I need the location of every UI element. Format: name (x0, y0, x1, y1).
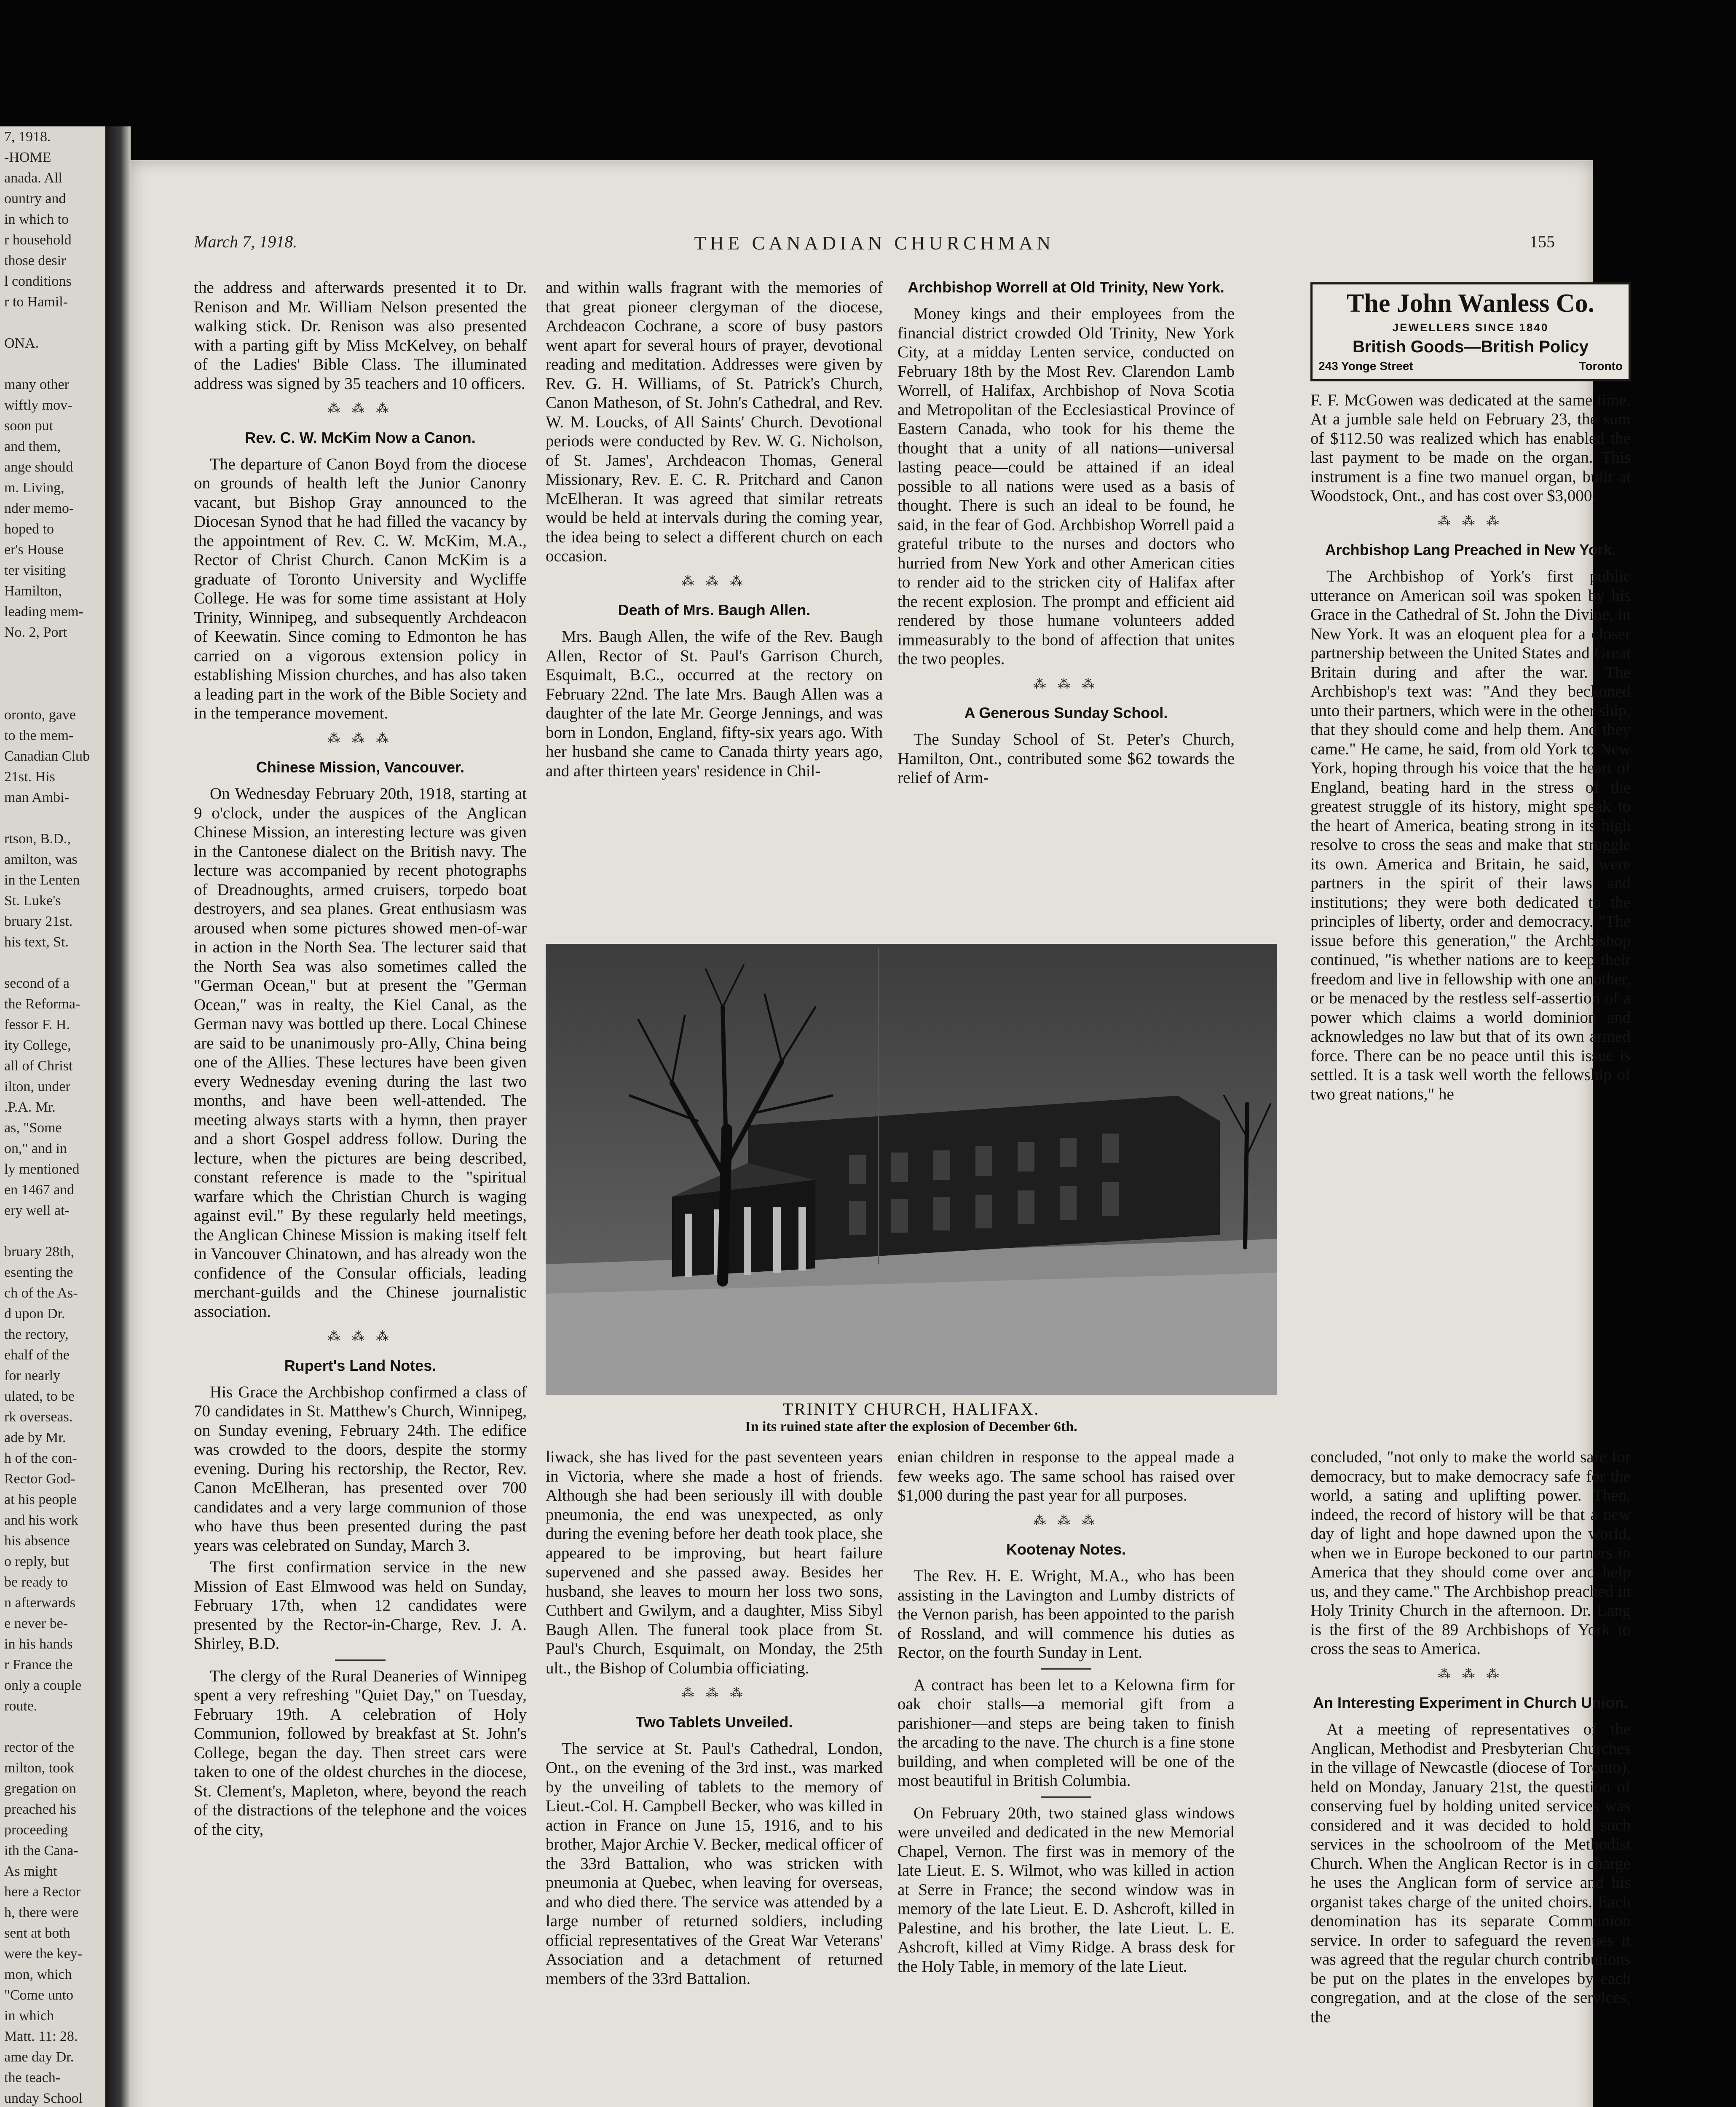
facing-page-line: 21st. His (4, 769, 55, 785)
facing-page-line: to the mem- (4, 728, 74, 743)
paragraph: On February 20th, two stained glass windows were unveiled and dedicated in the new Memorial Chapel, Vernon. The first was in memory of the late Lieut. E. S. Wilmot, who was killed in action at Serre in France; the second window was in memory of the late Lieut. E. D. Ashcroft, killed in Palestine, and his brother, the late Lieut. L. E. Ashcroft, killed at Vimy Ridge. A brass desk for the Holy Table, in memory of the late Lieut. (897, 1804, 1235, 1976)
section-ornament: ⁂ ⁂ ⁂ (327, 402, 393, 416)
facing-page-line: route. (4, 1698, 38, 1714)
facing-page-line: Hamilton, (4, 583, 62, 599)
column-3-top (897, 278, 1235, 790)
facing-page-line: wiftly mov- (4, 397, 72, 413)
church-photograph (546, 944, 1277, 1395)
facing-page-line: rk overseas. (4, 1409, 73, 1425)
facing-page-line: ange should (4, 459, 73, 475)
facing-page-line: h, there were (4, 1905, 79, 1920)
facing-page-line: rector of the (4, 1740, 75, 1755)
column-4-bottom (1310, 1448, 1631, 2029)
facing-page-line (0, 312, 105, 333)
heading-mckim: Rev. C. W. McKim Now a Canon. (245, 429, 476, 446)
paragraph: Mrs. Baugh Allen, the wife of the Rev. Baugh Allen, Rector of St. Paul's Garrison Church, Esquimalt, B.C., occurred at the rectory on February 22nd. The late Mrs. Baugh Allen was a daughter of the late Mr. George Jennings, and was born in London, England, fifty-six years ago. With her husband she came to Canada thirty years ago, and after thirteen years' residence in Chil- (546, 627, 883, 780)
facing-page-line: Rector God- (4, 1471, 76, 1487)
facing-page-line: in his hands (4, 1636, 73, 1652)
facing-page-line (0, 952, 105, 973)
facing-page-line: h of the con- (4, 1450, 77, 1466)
facing-page-line: r household (4, 232, 72, 248)
facing-page-line: his absence (4, 1533, 70, 1549)
facing-page-line: ith the Cana- (4, 1843, 78, 1858)
church-ruins-image (546, 944, 1277, 1395)
facing-page-line (0, 684, 105, 705)
facing-page-line: and his work (4, 1512, 78, 1528)
photo-caption (546, 1399, 1277, 1435)
paragraph: concluded, "not only to make the world safe for democracy, but to make democracy safe for the world, a sating and uplifting power. Then, indeed, the record of history will be that a new day of light and hope dawned upon the world, when we in Europe beckoned to our partners in America that they should come over and help us, and they came." The Archbishop preached in Holy Trinity Church in the afternoon. Dr. Lang is the first of the 89 Archbishops of York to cross the seas to America. (1310, 1448, 1631, 1658)
facing-page-line: the rectory, (4, 1327, 69, 1342)
facing-page-line: gregation on (4, 1781, 76, 1796)
facing-page-line: d upon Dr. (4, 1306, 65, 1322)
paragraph: liwack, she has lived for the past seventeen years in Victoria, where she made a host of friends. Although she had been seriously ill with double pneumonia, the end was unexpected, as only during the evening before her death took place, she appeared to be improving, but heart failure supervened and she passed away. Besides her husband, she leaves to mourn her loss two sons, Cuthbert and Gwilym, and a daughter, Miss Sibyl Baugh Allen. The funeral took place from St. Paul's Church, Esquimalt, on Monday, the 25th ult., the Bishop of Columbia officiating. (546, 1448, 883, 1677)
column-4-top (1310, 282, 1631, 1106)
facing-page-line: m. Living, (4, 480, 64, 496)
facing-page-line (0, 643, 105, 663)
facing-page-line: bruary 21st. (4, 914, 73, 929)
ad-address (1318, 357, 1623, 376)
heading-chinese-mission: Chinese Mission, Vancouver. (256, 759, 465, 776)
facing-page-line: the Reforma- (4, 996, 80, 1012)
column-2-top (546, 278, 883, 783)
paragraph: On Wednesday February 20th, 1918, starting at 9 o'clock, under the auspices of the Anglican Chinese Mission, an interesting lecture was given in the Cantonese dialect on the British navy. The lecture was accompanied by recent photographs of Dreadnoughts, armed cruisers, torpedo boat destroyers, and sea planes. Great enthusiasm was aroused when some pictures showed men-of-war in action in the North Sea. The lecturer said that the North Sea was also sometimes called the "German Ocean," but at present the "German Ocean," was in realty, the Kiel Canal, as the German navy was bottled up there. Local Chinese are said to be unanimously pro-Ally, China being one of the Allies. These lectures have been given every Wednesday evening during the last two months, and have been well-attended. The meeting always starts with a hymn, then prayer and a short Gospel address follow. During the lecture, when the pictures are being described, constant reference is made to the "spiritual warfare which the Christian Church is waging against evil." By these regularly held meetings, the Anglican Chinese Mission is making itself felt in Vancouver Chinatown, and has already won the confidence of the Consular officials, leading merchant-guilds and the Chinese journalistic association. (194, 785, 527, 1321)
facing-page-line: only a couple (4, 1678, 82, 1693)
facing-page-line: ulated, to be (4, 1389, 75, 1404)
section-ornament: ⁂ ⁂ ⁂ (681, 574, 747, 588)
facing-page-line: r France the (4, 1657, 73, 1673)
facing-page-line: anada. All (4, 170, 62, 186)
facing-page-line: l conditions (4, 273, 72, 289)
paragraph: the address and afterwards presented it to Dr. Renison and Mr. William Nelson presented the walking stick. Dr. Renison was also presented with a parting gift by Miss McKelvey, on behalf of the Ladies' Bible Class. The illuminated address was signed by 35 teachers and 10 officers. (194, 279, 527, 393)
column-3-bottom (897, 1448, 1235, 1978)
paragraph: F. F. McGowen was dedicated at the same time. At a jumble sale held on February 23, the sum of $112.50 was realized which has enabled the last payment to be made on the organ. This instrument is a fine two manuel organ, built at Woodstock, Ont., and has cost over $3,000. (1310, 391, 1631, 505)
facing-page-line: leading mem- (4, 604, 83, 619)
facing-page-line: sent at both (4, 1925, 70, 1941)
facing-page-line: e never be- (4, 1616, 68, 1631)
facing-page-line: esenting the (4, 1265, 73, 1280)
heading-death-allen: Death of Mrs. Baugh Allen. (618, 601, 811, 619)
heading-lang: Archbishop Lang Preached in New York. (1325, 541, 1616, 558)
facing-page-line: proceeding (4, 1822, 68, 1838)
facing-page-line: No. 2, Port (4, 625, 67, 640)
facing-page-line: en 1467 and (4, 1182, 75, 1198)
facing-page-strip (0, 126, 105, 2107)
facing-page-line: nder memo- (4, 501, 74, 516)
facing-page-line: milton, took (4, 1760, 75, 1776)
facing-page-line: those desir (4, 253, 66, 268)
heading-ruperts-land: Rupert's Land Notes. (284, 1356, 437, 1374)
paragraph: and within walls fragrant with the memories of that great pioneer clergyman of the diocese, Archdeacon Cochrane, a score of busy pastors went apart for several hours of prayer, devotional reading and meditation. Addresses were given by Rev. G. H. Williams, of St. Patrick's Church, Canon Matheson, of St. John's Cathedral, and Rev. W. M. Loucks, of All Saints' Church. Devotional periods were conducted by Rev. W. G. Nicholson, of St. James', Archdeacon Thomas, General Missionary, Rev. E. C. R. Pritchard and Canon McElheran. It was agreed that similar retreats would be held at intervals during the coming year, the idea being to select a different church on each occasion. (546, 279, 883, 565)
paragraph: His Grace the Archbishop confirmed a class of 70 candidates in St. Matthew's Church, Winnipeg, on Sunday evening, February 24th. The edifice was crowded to the doors, despite the stormy evening. During his rectorship, the Rector, Rev. Canon McElheran, has presented over 700 candidates and a very large communion of those who have thus been presented during the past years was celebrated on Sunday, March 3. (194, 1383, 527, 1555)
facing-page-line: fessor F. H. (4, 1017, 70, 1032)
facing-page-line: ilton, under (4, 1079, 70, 1094)
facing-page-line: ly mentioned (4, 1161, 80, 1177)
facing-page-line: mon, which (4, 1967, 72, 1982)
paragraph: enian children in response to the appeal made a few weeks ago. The same school has raised over $1,000 during the past year for all purposes. (897, 1448, 1235, 1504)
facing-page-line: at his people (4, 1492, 77, 1507)
facing-page-line: Matt. 11: 28. (4, 2029, 78, 2044)
ad-tagline: JEWELLERS SINCE 1840 (1392, 321, 1549, 334)
facing-page-line: preached his (4, 1801, 76, 1817)
newspaper-page (131, 160, 1631, 2107)
paragraph: The first confirmation service in the new Mission of East Elmwood was held on Sunday, February 17th, when 12 candidates were presented by the Rector-in-Charge, Rev. J. A. Shirley, B.D. (194, 1558, 527, 1653)
facing-page-line: Canadian Club (4, 748, 90, 764)
facing-page-line: amilton, was (4, 852, 78, 867)
facing-page-line: second of a (4, 976, 70, 991)
facing-page-line: unday School (4, 2091, 83, 2106)
facing-page-line: in which (4, 2008, 54, 2024)
section-ornament: ⁂ ⁂ ⁂ (327, 731, 393, 745)
facing-page-line: 7, 1918. (4, 129, 51, 145)
facing-page-line: oronto, gave (4, 707, 76, 723)
publication-title: THE CANADIAN CHURCHMAN (694, 232, 1055, 254)
heading-church-union: An Interesting Experiment in Church Union. (1313, 1694, 1629, 1711)
facing-page-line: man Ambi- (4, 790, 69, 805)
paragraph: The Archbishop of York's first public utterance on American soil was spoken by his Grace in the Cathedral of St. John the Divine, in New York. It was an eloquent plea for a closer partnership between the United States and Great Britain during and after the war. The Archbishop's text was: "And they beckoned unto their partners, which were in the other ship, that they should come and help them. And they came." He came, he said, from old York to New York, hoping through his voice that the heart of England, beating hard in the stress of the greatest struggle of its history, might speak to the heart of America, beating strong in its high resolve to cross the seas and make that struggle its own. America and Britain, he said, were partners in the spirit of their laws and institutions; they were both dedicated to the principles of liberty, order and democracy. "The issue before this generation," the Archbishop continued, "is whether nations are to keep their freedom and live in fellowship with one another, or be menaced by the restless self-assertion of a power which claims a world dominion and acknowledges no law but that of its own armed force. There can be no peace until this issue is settled. It is a task well worth the fellowship of two great nations," he (1310, 567, 1631, 1103)
facing-page-line: be ready to (4, 1574, 68, 1590)
facing-page-line: many other (4, 377, 69, 392)
divider (1041, 1796, 1091, 1798)
facing-page-line: .P.A. Mr. (4, 1099, 56, 1115)
facing-page-line: As might (4, 1863, 57, 1879)
section-ornament: ⁂ ⁂ ⁂ (327, 1330, 393, 1343)
facing-page-line (0, 1716, 105, 1737)
facing-page-line: er's House (4, 542, 64, 558)
page-gutter (105, 126, 131, 2107)
facing-page-line: in which to (4, 212, 69, 227)
jeweller-advertisement (1310, 282, 1631, 381)
paragraph: The Sunday School of St. Peter's Church, Hamilton, Ont., contributed some $62 towards the relief of Arm- (897, 730, 1235, 787)
facing-page-line: "Come unto (4, 1987, 74, 2003)
facing-page-line: ame day Dr. (4, 2049, 74, 2065)
divider (335, 1659, 386, 1661)
facing-page-line (0, 808, 105, 828)
page-number: 155 (1530, 232, 1555, 251)
facing-page-line: ONA. (4, 335, 39, 351)
facing-page-line: on," and in (4, 1141, 67, 1156)
ad-street: 243 Yonge Street (1318, 359, 1413, 373)
facing-page-line: hoped to (4, 521, 54, 537)
facing-page-line: ter visiting (4, 563, 66, 578)
facing-page-line: and them, (4, 439, 61, 454)
paragraph: The clergy of the Rural Deaneries of Winnipeg spent a very refreshing "Quiet Day," on Tuesday, February 19th. A celebration of Holy Communion, followed by breakfast at St. John's College, began the day. Then street cars were taken to one of the oldest churches in the diocese, St. Clement's, Mapleton, where, beyond the reach of the distractions of the telephone and the voices of the city, (194, 1667, 527, 1839)
column-2-bottom (546, 1448, 883, 1991)
facing-page-line: St. Luke's (4, 893, 61, 909)
facing-page-line: o reply, but (4, 1554, 69, 1569)
issue-date: March 7, 1918. (194, 232, 297, 251)
paragraph: The service at St. Paul's Cathedral, London, Ont., on the evening of the 3rd inst., was marked by the unveiling of tablets to the memory of Lieut.-Col. H. Campbell Becker, who was killed in action in France on June 15, 1916, and to his brother, Major Archie V. Becker, medical officer of the 33rd Battalion, who was stricken with pneumonia at Quebec, when leaving for overseas, and who died there. The service was attended by a large number of returned soldiers, including official representatives of the Great War Veterans' Association and a detachment of returned members of the 33rd Battalion. (546, 1739, 883, 1988)
facing-page-line (0, 1221, 105, 1241)
caption-subtitle: In its ruined state after the explosion of December 6th. (745, 1419, 1077, 1434)
facing-page-line: soon put (4, 418, 54, 434)
facing-page-line: ity College, (4, 1037, 71, 1053)
facing-page-line (0, 354, 105, 374)
facing-page-line: r to Hamil- (4, 294, 68, 310)
facing-page-line: all of Christ (4, 1058, 73, 1074)
heading-worrell: Archbishop Worrell at Old Trinity, New York. (908, 279, 1224, 296)
paragraph: A contract has been let to a Kelowna firm for oak choir stalls—a memorial gift from a parishioner—and steps are being taken to finish the arcading to the nave. The church is a fine stone building, and when completed will be one of the most beautiful in British Columbia. (897, 1675, 1235, 1790)
section-ornament: ⁂ ⁂ ⁂ (1438, 514, 1503, 528)
facing-page-line: his text, St. (4, 934, 69, 950)
facing-page-line (0, 663, 105, 684)
heading-kootenay: Kootenay Notes. (1006, 1541, 1126, 1558)
ad-city: Toronto (1579, 359, 1623, 373)
facing-page-line: ade by Mr. (4, 1430, 66, 1445)
heading-generous-school: A Generous Sunday School. (964, 704, 1168, 721)
section-ornament: ⁂ ⁂ ⁂ (1033, 1513, 1099, 1528)
facing-page-line: ery well at- (4, 1203, 70, 1218)
facing-page-line: the teach- (4, 2070, 61, 2086)
running-header (194, 232, 1555, 257)
caption-title: TRINITY CHURCH, HALIFAX. (782, 1399, 1040, 1418)
facing-page-line: -HOME (4, 150, 51, 165)
divider (1041, 1668, 1091, 1670)
ad-slogan: British Goods—British Policy (1352, 337, 1589, 356)
facing-page-line: ountry and (4, 191, 66, 206)
paragraph: The departure of Canon Boyd from the diocese on grounds of health left the Junior Canonry vacant, but Bishop Gray announced to the Diocesan Synod that he had filled the vacancy by the appointment of Rev. C. W. McKim, M.A., Rector of Christ Church. Canon McKim is a graduate of Toronto University and Wycliffe College. He was for some time assistant at Holy Trinity, Winnipeg, and subsequently Archdeacon of Keewatin. Since coming to Edmonton he has carried on a vigorous extension policy in establishing Mission churches, and has also taken a leading part in the work of the Bible Society and in the temperance movement. (194, 455, 527, 722)
facing-page-line: ehalf of the (4, 1347, 70, 1363)
paragraph: At a meeting of representatives of the Anglican, Methodist and Presbyterian Churches in the village of Newcastle (diocese of Toronto), held on Monday, January 21st, the question of conserving fuel by holding united services was considered and it was decided to hold such services in the schoolroom of the Methodist Church. When the Anglican Rector is in charge he uses the Anglican form of service and his organist takes charge of the united choirs. Each denomination has its separate Communion service. In order to safeguard the revenues it was agreed that the regular church contributions be put on the plates in the envelopes by each congregation, and at the close of the services, the (1310, 1720, 1631, 2026)
section-ornament: ⁂ ⁂ ⁂ (681, 1686, 747, 1700)
facing-page-line: as, "Some (4, 1120, 62, 1136)
column-1 (194, 278, 527, 1842)
facing-page-line: ch of the As- (4, 1285, 78, 1301)
facing-page-line: rtson, B.D., (4, 831, 71, 847)
ad-company-name: The John Wanless Co. (1346, 289, 1595, 318)
paragraph: The Rev. H. E. Wright, M.A., who has been assisting in the Lavington and Lumby districts of the Vernon parish, has been appointed to the parish of Rossland, and will commence his duties as Rector, on the fourth Sunday in Lent. (897, 1567, 1235, 1662)
facing-page-line: bruary 28th, (4, 1244, 75, 1260)
facing-page-line: for nearly (4, 1368, 61, 1383)
section-ornament: ⁂ ⁂ ⁂ (1438, 1667, 1503, 1681)
paragraph: Money kings and their employees from the financial district crowded Old Trinity, New York City, at a midday Lenten service, conducted on February 18th by the Most Rev. Clarendon Lamb Worrell, of Halifax, Archbishop of Nova Scotia and Metropolitan of the Ecclesiastical Province of Eastern Canada, who took for his theme the thought that a unity of all nations—universal lasting peace—could be attained if an ideal possible to all nations were used as a basis of thought. There is such an ideal to be found, he said, in the fear of God. Archbishop Worrell paid a grateful tribute to the nurses and doctors who hurried from New York and other American cities to render aid to the stricken city of Halifax after the recent explosion. The prompt and efficient aid rendered by those humane volunteers added immeasurably to the bond of affection that unites the two peoples. (897, 305, 1235, 668)
facing-page-line: n afterwards (4, 1595, 75, 1611)
facing-page-line: in the Lenten (4, 872, 80, 888)
heading-two-tablets: Two Tablets Unveiled. (635, 1713, 793, 1731)
section-ornament: ⁂ ⁂ ⁂ (1033, 677, 1099, 691)
facing-page-line: were the key- (4, 1946, 83, 1962)
facing-page-line: here a Rector (4, 1884, 81, 1900)
